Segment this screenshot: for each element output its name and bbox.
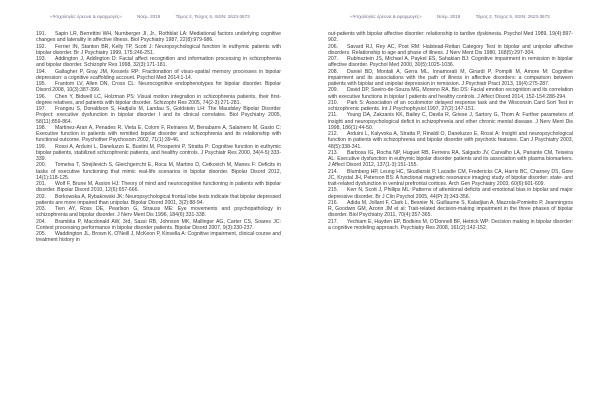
reference-item [36,94,281,107]
reference-item [328,56,573,69]
reference-text: Bramblia P, Macdonald AW, 3rd, Sassi RB, Johnson MK, Mallinger AG, Carter CS, Soares JC: Context processing performance in bipolar disorder patients. Bipolar Disord 2007, 9(3):230-237. [36,218,281,231]
reference-text: Kerr N, Scott J, Phillips ML: Patterns of attentional deficits and emotional bias in bipolar and major depressive disorder. Br J Clin Psychol 2005, 44(Pt 3):343-356. [328,187,573,200]
reference-number: 192. [36,43,47,50]
reference-number: 208. [328,68,339,75]
reference-item [36,162,281,181]
reference-number: 214. [328,168,339,175]
reference-text: Frantom LV, Allen DN, Cross CL: Neurocognitive endophenotypes for bipolar disorder. Bipolar Disord 2008, 10(3):387-399. [36,81,281,94]
volume-issn: Τόμος 2, Τεύχος 5, ISSN: 2623-3673 [175,14,250,19]
reference-item [36,125,281,144]
reference-text: Yechiam E, Hayden EP, Bodkins M, O'Donnell BF, Hetrick WP: Decision making in bipolar disorder: a cognitive modeling approach. Psychiatry Res 2008, 161(2):142-152. [328,218,573,231]
reference-number: 204. [36,218,47,225]
reference-text: Daniel BD, Montali A, Gerra ML, Innamorati M, Girardi P, Pompili M, Amore M: Cognitive impairment and its associations with the path of illness in affective disorders: a comparison between patients with bipolar and unipolar depression in remission. J Psychiatr Pract 2013, 19(4):275-287. [328,68,573,87]
reference-text: Rossi A, Arduini L, Daneluzzo E, Bustini M, Prosperini P, Stratta P: Cognitive function in euthymic bipolar patients, stabilized schizophrenic patients, and healthy controls. J Psychiatr Res 2000, 34(4-5):333-339. [36,143,281,162]
reference-item [328,87,573,100]
reference-text: Savard RJ, Rey AC, Post RM: Halstead-Reitan Category Test in bipolar and unipolar affective disorders. Relationship to age and phase of illness. J Nerv Ment Dis 1980, 168(5):297-304. [328,43,573,56]
reference-item [36,181,281,194]
reference-item [36,144,281,163]
reference-text: David DP, Soeiro-de-Souza MG, Moreno RA, Bio DS: Facial emotion recognition and its correlation with executive functions in bipolar I patients and healthy controls. J Affect Disord 2014, 152-154:288-294. [328,87,573,100]
reference-number: 200. [36,162,47,169]
reference-number: 215. [328,187,339,194]
reference-text: Martinez-Aran A, Penades R, Vieta E, Colom F, Reinares M, Benabarre A, Salamero M, Gasto C: Executive function in patients with remitted bipolar disorder and schizophrenia and its relationship with functional outcome. Psychother Psychosom 2002, 71(1):39-46. [36,124,281,144]
reference-number: 198. [36,124,47,131]
reference-number: 211. [328,112,338,119]
reference-item [328,44,573,57]
reference-item [36,206,281,219]
reference-continuation: out-patients with bipolar affective disorder: relationship to tardive dyskinesia. Psychol Med 1989, 19(4):897-902. [328,31,573,44]
reference-number: 212. [328,131,339,137]
reference-number: 216. [328,199,339,206]
reference-item [328,200,573,219]
reference-text: Sapin LR, Berrettini WH, Nurnberger JI, Jr., Rothblat LA: Mediational factors underlying cognitive changes and laterality in affective illness. Biol Psychiatry 1987, 22(8):979-986. [36,31,281,44]
issue-date: Νοέμ. 2019 [136,14,161,19]
reference-item [36,56,281,69]
reference-item [36,194,281,207]
reference-text: Borkowska A, Rybakowski JK: Neuropsychological frontal lobe tests indicate that bipolar depressed patients are more impaired than unipolar. Bipolar Disord 2001, 3(2):88-94. [36,193,281,206]
reference-item [36,44,281,57]
reference-text: Tomelva T, Strejilevich S, Gleichgerrcht E, Roca M, Martino D, Cetkovich M, Manes F: Deficits in tasks of executive functioning that mimic real-life scenarios in bipolar disorder. Bipolar Disord 2012, 14(1):118-125. [36,162,281,181]
reference-number: 191. [36,31,47,37]
reference-number: 201. [36,181,47,187]
reference-item [36,231,281,244]
reference-text: Gallagher P, Gray JM, Kessels RP: Fractionation of visuo-spatial memory processes in bipolar depression: a cognitive scaffolding account. Psychol Med 2014:1-14. [36,68,281,81]
reference-item [328,187,573,200]
right-page [300,0,600,407]
reference-text: Waddington JL, Brown K, O'Neill J, McKeon P, Kinsella A: Cognitive impairment, clinical course and treatment history in [36,231,281,244]
reference-number: 199. [36,143,47,150]
reference-item [328,69,573,88]
running-header [300,14,600,19]
reference-number: 206. [328,43,339,50]
reference-text: Barbosa IG, Rocha NP, Huguet RB, Ferreira RA, Salgado JV, Carvalho LA, Pariante CM, Teixeira AL: Executive dysfunction in euthymic bipolar disorder patients and its association with plasma biomarkers. J Affect Disord 2012, 137(1-3):151-155. [328,149,573,169]
reference-number: 213. [328,149,339,156]
reference-number: 194. [36,68,47,75]
reference-text: Ferrier IN, Stanton BR, Kelly TP, Scott J: Neuropsychological function in euthymic patients with bipolar disorder. Br J Psychiatry 1999, 175:246-251. [36,43,281,56]
reference-item [36,69,281,82]
reference-number: 195. [36,81,47,87]
reference-text: Wolf F, Brune M, Assion HJ: Theory of mind and neurocognitive functioning in patients with bipolar disorder. Bipolar Disord 2010, 12(6):657-666. [36,181,281,194]
reference-item [36,81,281,94]
reference-item [36,31,281,44]
journal-title: «Ψυχολογία: έρευνα & εφαρμογές» [50,14,122,19]
reference-item [328,219,573,232]
reference-number: 217. [328,218,339,225]
reference-text: Arduini L, Kalyvoka A, Stratta P, Rinaldi O, Daneluzzo E, Rossi A: Insight and neuropsychological function in patients with schizophrenia and bipolar disorder with psychotic features. Can J Psychiatry 2003, 48(5):338-341. [328,131,573,150]
reference-text: Chen Y, Bidwell LC, Holzman PS: Visual motion integration in schizophrenia patients, their first-degree relatives, and patients with bipolar disorder. Schizophr Res 2005, 74(2-3):271-281. [36,93,281,106]
reference-number: 207. [328,56,339,62]
reference-number: 205. [36,231,47,237]
reference-text: Young DA, Zakzanis KK, Bailey C, Davila R, Griese J, Sartory G, Thom A: Further parameters of insight and neuropsychological deficit in schizophrenia and other chronic mental disease. J Nerv Ment Dis 1998, 186(1):44-50. [328,112,573,131]
reference-item [328,112,573,131]
reference-number: 193. [36,56,47,62]
reference-number: 210. [328,99,339,106]
reference-text: Tien AY, Ross DE, Pearlson G, Strauss ME: Eye movements and psychopathology in schizophrenia and bipolar disorder. J Nerv Ment Dis 1996, 184(6):331-338. [36,206,281,219]
reference-item [328,169,573,188]
reference-number: 209. [328,87,339,94]
reference-number: 202. [36,193,47,200]
reference-item [328,150,573,169]
reference-text: Addington J, Addington D: Facial affect recognition and information processing in schizophrenia and bipolar disorder. Schizophr Res 1998, 32(3):171-181. [36,56,281,69]
reference-number: 196. [36,93,47,100]
reference-item [36,106,281,125]
reference-number: 203. [36,206,47,212]
journal-title: «Ψυχολογία: έρευνα & εφαρμογές» [350,14,422,19]
volume-issn: Τόμος 2, Τεύχος 5, ISSN: 2623-3673 [475,14,550,19]
reference-list [328,31,573,231]
reference-text: Rubinsztein JS, Michael A, Paykel ES, Sahakian BJ: Cognitive impairment in remission in bipolar affective disorder. Psychol Med 2000, 30(5):1025-1036. [328,56,573,69]
reference-text: Blumberg HP, Leung HC, Skudlarski P, Lacadie CM, Fredericks CA, Harris BC, Charney DS, Gore JC, Krystal JH, Peterson BS: A functional magnetic resonance imaging study of bipolar disorder: state- and trait-related dysfunction in ventral prefrontal cortices. Arch Gen Psychiatry 2003, 60(6):601-609. [328,168,573,187]
reference-item [36,219,281,232]
reference-item [328,100,573,113]
reference-item [328,131,573,150]
reference-list [36,31,281,244]
reference-number: 197. [36,106,47,112]
reference-text: Park S: Association of an oculomotor delayed response task and the Wisconsin Card Sort Test in schizophrenic patients. Int J Psychophysiol 1997, 27(2):147-151. [328,99,573,112]
issue-date: Νοέμ. 2019 [436,14,461,19]
running-header [0,14,300,19]
reference-text: Adida M, Jollant F, Clark L, Besnier N, Guillaume S, Kaladjian A, Mazzola-Pomietto P, Jeanningros R, Goodwin GM, Azorin JM et al: Trait-related decision-making impairment in the three phases of bipolar disorder. Biol Psychiatry 2011, 70(4):357-365. [328,199,573,219]
reference-text: Frangou S, Donaldson S, Hadjulis M, Landau S, Goldstein LH: The Maudsley Bipolar Disorder Project: executive dysfunction in bipolar disorder I and its clinical correlates. Biol Psychiatry 2005, 58(11):859-864. [36,106,281,125]
